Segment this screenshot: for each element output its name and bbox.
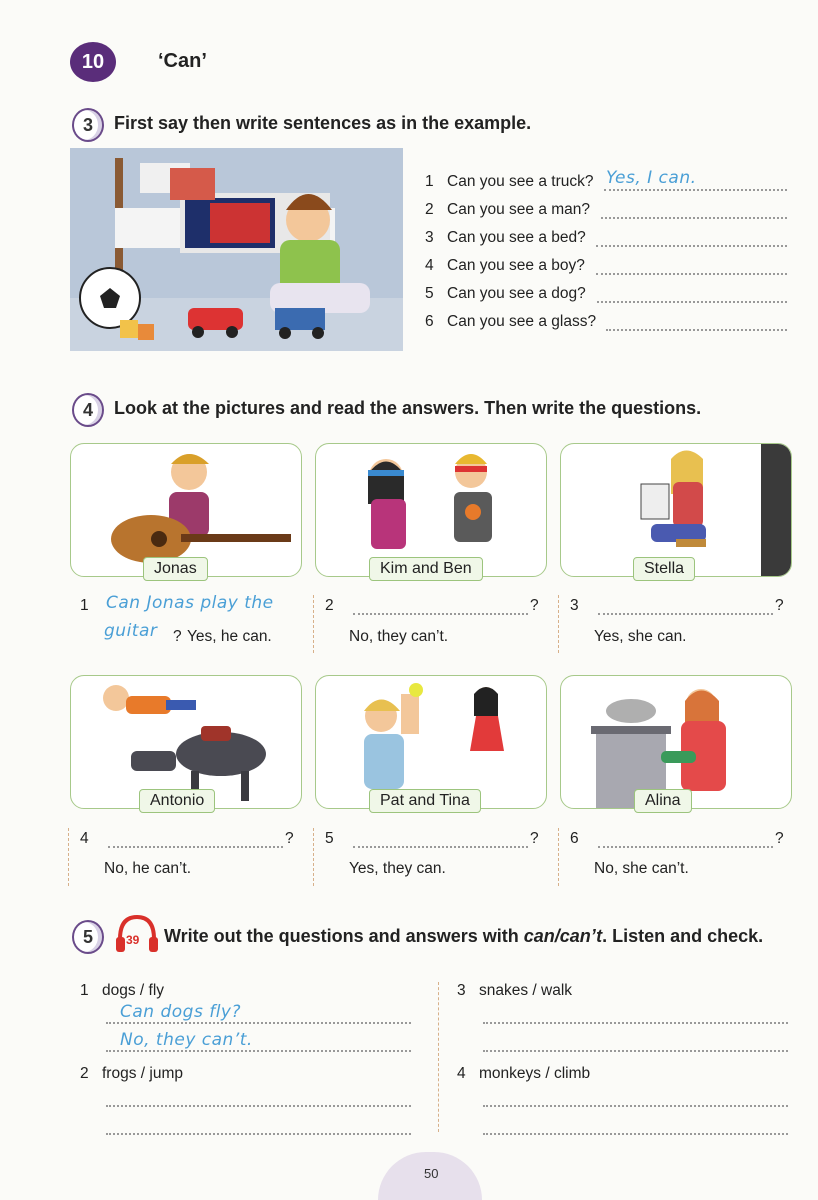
ex4-question-mark: ? xyxy=(530,597,539,614)
ex3-question: Can you see a glass? xyxy=(447,313,597,330)
ex3-question: Can you see a truck? xyxy=(447,173,594,190)
ex4-question-mark: ? xyxy=(775,830,784,847)
picture-name-label: Antonio xyxy=(139,789,215,813)
bedroom-illustration xyxy=(70,148,403,351)
page-number: 50 xyxy=(424,1166,439,1181)
ex3-answer-line[interactable] xyxy=(597,297,787,303)
unit-title: ‘Can’ xyxy=(158,50,207,72)
instruction-part-2: . Listen and check. xyxy=(602,926,764,946)
ex5-question-handwritten: Can dogs fly? xyxy=(120,1002,242,1022)
ex5-answer-handwritten: No, they can’t. xyxy=(120,1030,253,1050)
ex5-item-number: 3 xyxy=(457,982,466,999)
ex3-item-number: 2 xyxy=(425,201,434,218)
ex3-answer-handwritten: Yes, I can. xyxy=(606,168,697,188)
ex4-question-mark: ? xyxy=(173,628,182,645)
ex4-item-number: 4 xyxy=(80,830,89,847)
ex5-prompt: dogs / fly xyxy=(102,982,165,999)
ex5-prompt: frogs / jump xyxy=(102,1065,183,1082)
ex5-answer-line[interactable] xyxy=(106,1129,411,1135)
ex3-answer-line[interactable] xyxy=(601,213,787,219)
unit-number-badge: 10 xyxy=(70,42,116,82)
ex3-answer-line[interactable] xyxy=(606,325,787,331)
instruction-can-cant: can/can’t xyxy=(523,926,603,946)
picture-name-label: Jonas xyxy=(143,557,208,581)
ex3-item-number: 3 xyxy=(425,229,434,246)
ex5-answer-line[interactable] xyxy=(483,1046,788,1052)
ex4-item-divider xyxy=(68,828,69,886)
ex3-item-number: 4 xyxy=(425,257,434,274)
ex4-answer: No, he can’t. xyxy=(104,860,192,877)
ex4-item-number: 5 xyxy=(325,830,334,847)
ex5-item-number: 4 xyxy=(457,1065,466,1082)
ex3-question: Can you see a man? xyxy=(447,201,591,218)
ex3-question: Can you see a bed? xyxy=(447,229,586,246)
ex4-question-line[interactable] xyxy=(108,842,283,848)
ex5-answer-line[interactable] xyxy=(483,1129,788,1135)
ex4-answer: Yes, she can. xyxy=(594,628,687,645)
ex4-question-handwritten-line1: Can Jonas play the xyxy=(106,593,274,613)
picture-name-label: Pat and Tina xyxy=(369,789,481,813)
exercise-3-number: 3 xyxy=(72,108,104,142)
ex3-item-number: 1 xyxy=(425,173,434,190)
exercise-5-instruction xyxy=(164,926,763,947)
ex4-item-divider xyxy=(313,828,314,886)
ex5-question-line[interactable] xyxy=(483,1018,788,1024)
ex5-item-number: 1 xyxy=(80,982,89,999)
ex4-question-mark: ? xyxy=(285,830,294,847)
ex4-item-number: 3 xyxy=(570,597,579,614)
ex4-question-handwritten-line2: guitar xyxy=(104,621,158,641)
ex3-question: Can you see a boy? xyxy=(447,257,585,274)
ex4-item-divider xyxy=(313,595,314,653)
ex5-prompt: monkeys / climb xyxy=(479,1065,591,1082)
ex5-question-line[interactable] xyxy=(106,1101,411,1107)
exercise-3-instruction: First say then write sentences as in the example. xyxy=(114,113,532,133)
ex4-item-divider xyxy=(558,828,559,886)
ex3-item-number: 5 xyxy=(425,285,434,302)
ex3-item-number: 6 xyxy=(425,313,434,330)
picture-name-label: Stella xyxy=(633,557,695,581)
ex4-question-line[interactable] xyxy=(598,842,773,848)
ex4-item-number: 1 xyxy=(80,597,89,614)
ex5-item-number: 2 xyxy=(80,1065,89,1082)
ex4-answer: No, she can’t. xyxy=(594,860,689,877)
ex4-answer: Yes, he can. xyxy=(187,628,272,645)
picture-name-label: Kim and Ben xyxy=(369,557,483,581)
ex4-answer: No, they can’t. xyxy=(349,628,449,645)
ex4-question-line[interactable] xyxy=(598,609,773,615)
ex4-question-mark: ? xyxy=(775,597,784,614)
ex4-item-divider xyxy=(558,595,559,653)
ex4-question-mark: ? xyxy=(530,830,539,847)
column-divider xyxy=(438,982,439,1132)
exercise-4-instruction: Look at the pictures and read the answers. Then write the questions. xyxy=(114,398,702,418)
exercise-4-number: 4 xyxy=(72,393,104,427)
ex4-question-line[interactable] xyxy=(353,842,528,848)
ex3-answer-line[interactable] xyxy=(596,241,787,247)
ex3-answer-line[interactable] xyxy=(596,269,787,275)
ex4-answer: Yes, they can. xyxy=(349,860,446,877)
instruction-part-1: Write out the questions and answers with xyxy=(164,926,524,946)
ex5-prompt: snakes / walk xyxy=(479,982,573,999)
ex4-item-number: 6 xyxy=(570,830,579,847)
ex4-item-number: 2 xyxy=(325,597,334,614)
picture-name-label: Alina xyxy=(634,789,692,813)
exercise-5-number: 5 xyxy=(72,920,104,954)
audio-track-number: 39 xyxy=(126,933,140,947)
ex4-question-line[interactable] xyxy=(353,609,528,615)
ex5-question-line[interactable] xyxy=(483,1101,788,1107)
ex3-question: Can you see a dog? xyxy=(447,285,586,302)
